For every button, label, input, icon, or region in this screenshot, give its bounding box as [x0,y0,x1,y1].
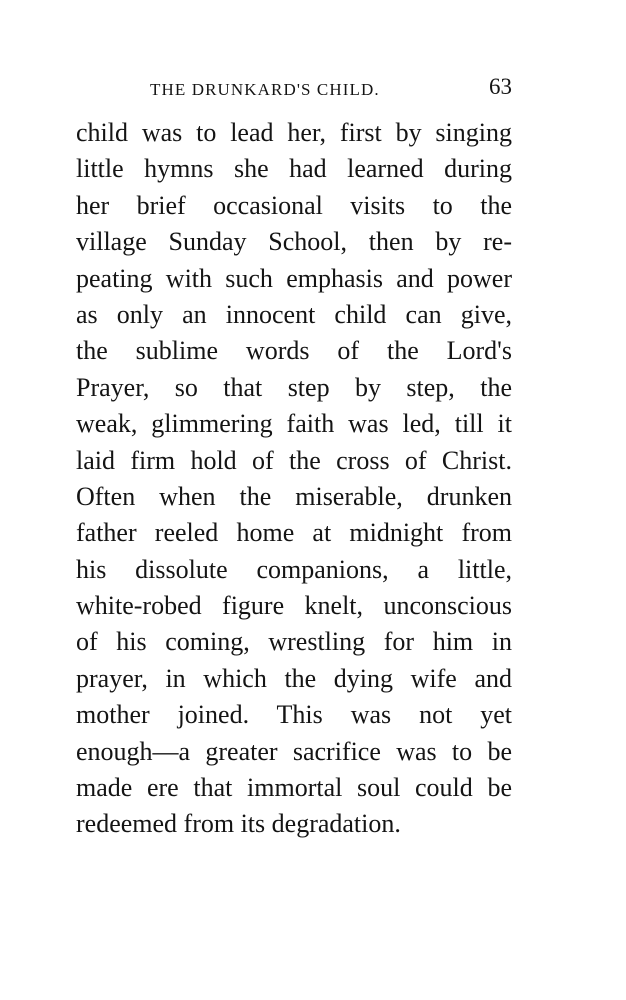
text-line: little hymns she had learned during [76,154,512,184]
page-number: 63 [489,74,512,99]
text-line: peating with such emphasis and power [76,263,512,293]
text-line: enough—a greater sacrifice was to be [76,736,512,766]
text-line: her brief occasional visits to the [76,190,512,220]
text-line: the sublime words of the Lord's [76,336,512,366]
text-line: white-robed figure knelt, unconscious [76,591,512,621]
text-line: father reeled home at midnight from [76,518,512,548]
text-line: child was to lead her, first by singing [76,118,512,147]
text-line-last: redeemed from its degradation. [76,809,401,839]
running-title: THE DRUNKARD'S CHILD. [150,80,380,99]
text-line: mother joined. This was not yet [76,700,512,730]
text-line: village Sunday School, then by re- [76,227,512,257]
text-line: made ere that immortal soul could be [76,773,512,803]
text-line: weak, glimmering faith was led, till it [76,409,512,439]
text-line: laid firm hold of the cross of Christ. [76,445,512,475]
text-line: of his coming, wrestling for him in [76,627,512,657]
text-line: his dissolute companions, a little, [76,554,512,584]
body-text [76,115,512,843]
text-line: as only an innocent child can give, [76,299,512,329]
text-line: Often when the miserable, drunken [76,481,512,511]
text-line: prayer, in which the dying wife and [76,663,512,693]
running-head [150,74,512,102]
text-line: Prayer, so that step by step, the [76,372,512,402]
